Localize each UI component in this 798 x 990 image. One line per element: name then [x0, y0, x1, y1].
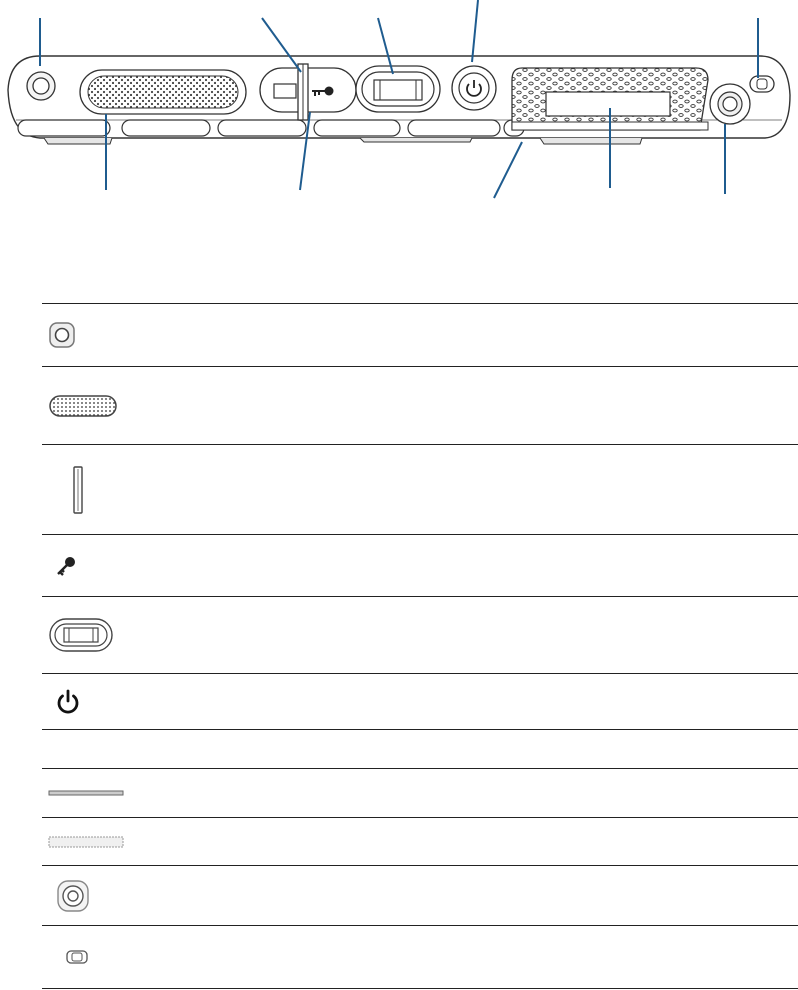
dotted-strip-icon: [48, 836, 124, 848]
legend-row: [42, 925, 798, 989]
device-side-view: [0, 0, 798, 200]
key-icon: [48, 554, 78, 578]
legend-row: [42, 729, 798, 768]
legend-row: [42, 865, 798, 925]
lock-slot: [750, 76, 774, 92]
legend-row: [42, 768, 798, 817]
audio-jack: [710, 84, 750, 124]
lock-slot-icon: [48, 949, 88, 965]
legend-row: [42, 534, 798, 596]
legend-row: [42, 596, 798, 673]
speaker-grille-icon: [48, 393, 118, 419]
legend-row: [42, 817, 798, 865]
legend-row: [42, 303, 798, 366]
power-button: [452, 66, 496, 110]
audio-jack-icon: [48, 879, 90, 913]
power-icon: [48, 688, 82, 716]
speaker-grille: [80, 70, 246, 114]
legend-row: [42, 366, 798, 444]
legend-row: [42, 673, 798, 729]
legend-row: [42, 444, 798, 534]
round-button-icon: [48, 321, 76, 349]
rocker-switch: [356, 66, 440, 112]
thin-strip-icon: [48, 789, 124, 797]
device-feet: [18, 120, 524, 136]
round-button: [27, 72, 55, 100]
rocker-switch-icon: [48, 617, 114, 653]
slider-bar-icon: [48, 465, 84, 515]
legend-table: [42, 303, 798, 989]
